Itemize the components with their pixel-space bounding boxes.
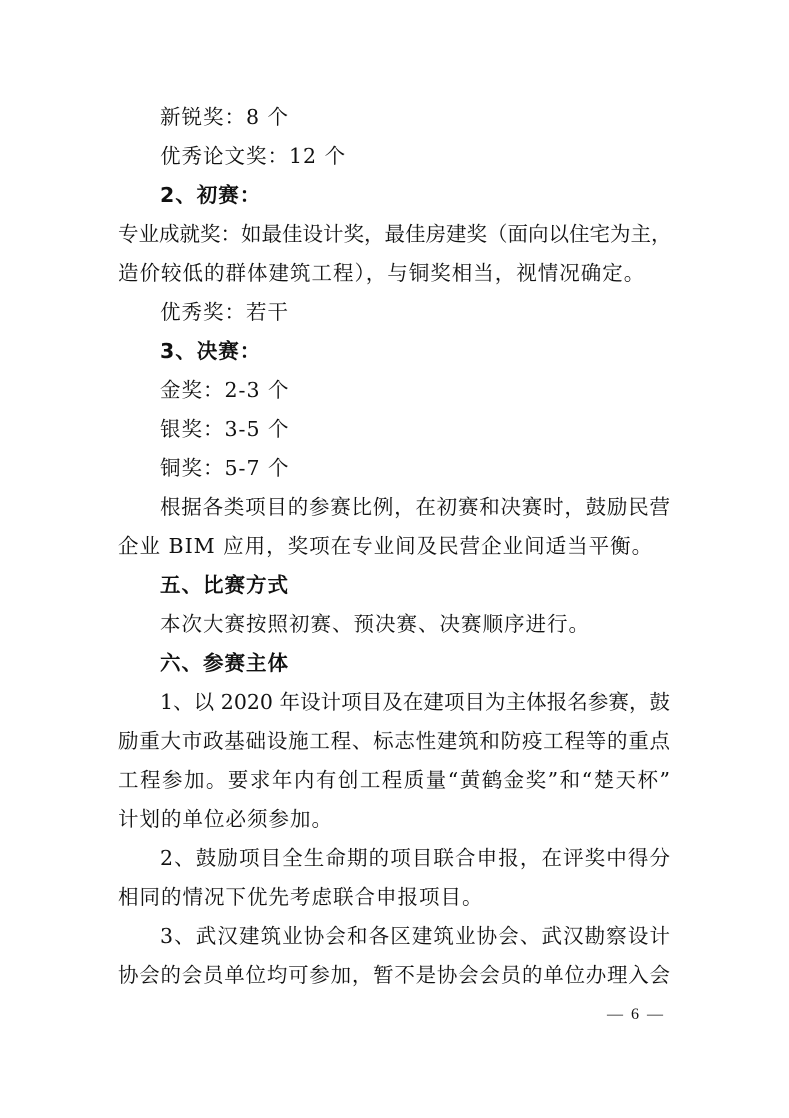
paragraph-line: 3、武汉建筑业协会和各区建筑业协会、武汉勘察设计 xyxy=(160,924,670,948)
paragraph-line: 2、鼓励项目全生命期的项目联合申报，在评奖中得分 xyxy=(160,846,670,870)
section-five-heading: 五、比赛方式 xyxy=(160,573,289,597)
paragraph-line: 根据各类项目的参赛比例，在初赛和决赛时，鼓励民营 xyxy=(160,495,670,519)
award-silver-line: 银奖：3-5 个 xyxy=(160,417,290,441)
award-paper-line: 优秀论文奖：12 个 xyxy=(160,144,347,168)
award-bronze-line: 铜奖：5-7 个 xyxy=(160,456,290,480)
section-final-heading: 3、决赛： xyxy=(160,339,262,363)
paragraph-line: 专业成就奖：如最佳设计奖，最佳房建奖（面向以住宅为主， xyxy=(118,222,672,246)
award-gold-line: 金奖：2-3 个 xyxy=(160,378,290,402)
paragraph-line: 本次大赛按照初赛、预决赛、决赛顺序进行。 xyxy=(160,612,590,636)
section-six-heading: 六、参赛主体 xyxy=(160,651,289,675)
award-excellent-line: 优秀奖：若干 xyxy=(160,300,289,324)
award-newcomer-line: 新锐奖：8 个 xyxy=(160,105,290,129)
section-preliminary-heading: 2、初赛： xyxy=(160,183,262,207)
paragraph-line: 励重大市政基础设施工程、标志性建筑和防疫工程等的重点 xyxy=(118,729,670,753)
paragraph-line: 协会的会员单位均可参加，暂不是协会会员的单位办理入会 xyxy=(118,963,670,987)
paragraph-line: 造价较低的群体建筑工程），与铜奖相当，视情况确定。 xyxy=(118,261,646,285)
paragraph-line: 计划的单位必须参加。 xyxy=(118,807,333,831)
page-number: — 6 — xyxy=(607,1006,665,1023)
paragraph-line: 1、以 2020 年设计项目及在建项目为主体报名参赛，鼓 xyxy=(160,690,670,714)
paragraph-line: 企业 BIM 应用，奖项在专业间及民营企业间适当平衡。 xyxy=(118,534,654,558)
paragraph-line: 相同的情况下优先考虑联合申报项目。 xyxy=(118,885,484,909)
paragraph-line: 工程参加。要求年内有创工程质量“黄鹤金奖”和“楚天杯” xyxy=(118,768,670,792)
